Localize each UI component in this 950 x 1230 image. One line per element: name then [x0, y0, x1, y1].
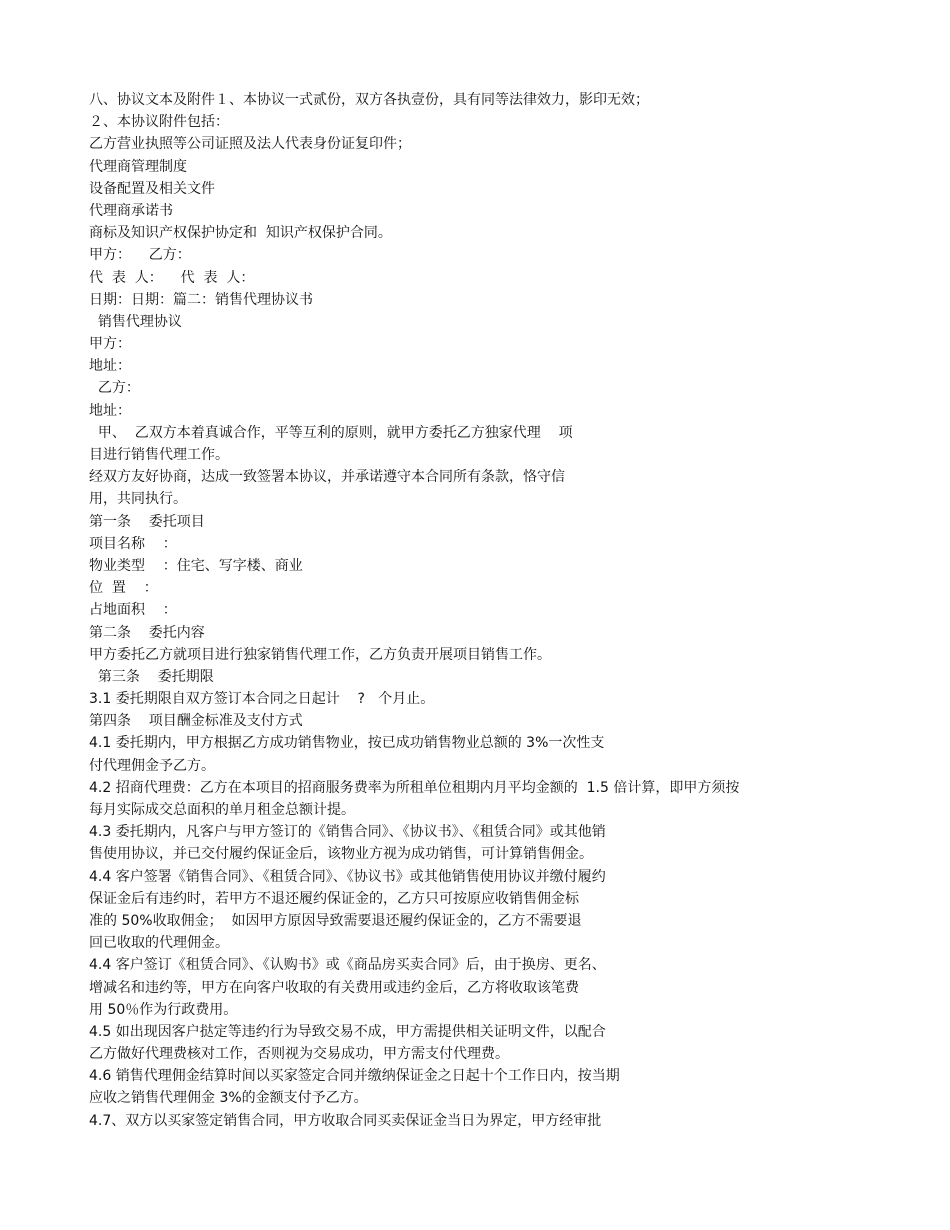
text-line: 第二条 委托内容	[89, 624, 205, 641]
text-line: 4.5 如出现因客户挞定等违约行为导致交易不成，甲方需提供相关证明文件，以配合	[89, 1023, 606, 1040]
text-line: 准的 50%收取佣金； 如因甲方原因导致需要退还履约保证金的，乙方不需要退	[89, 912, 582, 929]
text-line: 4.4 客户签署《销售合同》、《租赁合同》、《协议书》或其他销售使用协议并缴付履约	[89, 868, 606, 885]
text-line: 乙方做好代理费核对工作，否则视为交易成功，甲方需支付代理费。	[89, 1046, 509, 1063]
text-line: 物业类型 ：住宅、写字楼、商业	[89, 557, 303, 574]
text-line: 售使用协议，并已交付履约保证金后，该物业方视为成功销售，可计算销售佣金。	[89, 846, 593, 863]
text-line: 4.2 招商代理费：乙方在本项目的招商服务费率为所租单位租期内月平均金额的 1.5 倍计算，即甲方须按	[89, 779, 740, 796]
text-line: 乙方：	[89, 380, 140, 397]
text-line: 甲、 乙双方本着真诚合作，平等互利的原则，就甲方委托乙方独家代理 项	[89, 424, 573, 441]
text-line: 位 置 ：	[89, 580, 158, 597]
document-body	[89, 89, 869, 1132]
text-line: 代理商承诺书	[89, 202, 173, 219]
text-line: 4.7、双方以买家签定销售合同，甲方收取合同买卖保证金当日为界定，甲方经审批	[89, 1112, 602, 1129]
text-line: 4.4 客户签订《租赁合同》、《认购书》或《商品房买卖合同》后，由于换房、更名、	[89, 957, 606, 974]
text-line: 3.1 委托期限自双方签订本合同之日起计 ? 个月止。	[89, 691, 435, 708]
text-line: 用，共同执行。	[89, 491, 187, 508]
text-line: 商标及知识产权保护协定和 知识产权保护合同。	[89, 225, 392, 242]
text-line: 目进行销售代理工作。	[89, 447, 229, 463]
text-line: 地址：	[89, 402, 131, 419]
text-line: 占地面积 ：	[89, 602, 177, 619]
text-line: 第四条 项目酬金标准及支付方式	[89, 713, 303, 730]
text-line: 经双方友好协商，达成一致签署本协议，并承诺遵守本合同所有条款，恪守信	[89, 469, 565, 486]
text-line: 每月实际成交总面积的单月租金总额计提。	[89, 802, 355, 818]
text-line: 付代理佣金予乙方。	[89, 757, 215, 774]
text-line: 回已收取的代理佣金。	[89, 935, 229, 952]
text-line: 乙方营业执照等公司证照及法人代表身份证复印件；	[89, 136, 411, 153]
text-line: 保证金后有违约时，若甲方不退还履约保证金的，乙方只可按原应收销售佣金标	[89, 890, 579, 907]
text-line: 4.6 销售代理佣金结算时间以买家签定合同并缴纳保证金之日起十个工作日内，按当期	[89, 1068, 620, 1085]
text-line: 第一条 委托项目	[89, 513, 205, 530]
text-line: 增减名和违约等，甲方在向客户收取的有关费用或违约金后，乙方将收取该笔费	[89, 979, 579, 996]
text-line: 用 50％作为行政费用。	[89, 1001, 238, 1018]
text-line: 第三条 委托期限	[89, 668, 214, 685]
text-line: 设备配置及相关文件	[89, 180, 215, 197]
text-line: 代 表 人： 代 表 人：	[89, 269, 255, 286]
text-line: 4.3 委托期内，凡客户与甲方签订的《销售合同》、《协议书》、《租赁合同》或其他销	[89, 824, 606, 841]
text-line: 日期：日期：篇二：销售代理协议书	[89, 291, 313, 308]
text-line: 代理商管理制度	[89, 158, 187, 175]
text-line: 甲方： 乙方：	[89, 247, 191, 264]
text-line: 甲方委托乙方就项目进行独家销售代理工作，乙方负责开展项目销售工作。	[89, 646, 551, 663]
text-line: 销售代理协议	[89, 313, 182, 330]
text-line: ２、本协议附件包括：	[89, 114, 229, 131]
text-line: 4.1 委托期内，甲方根据乙方成功销售物业，按已成功销售物业总额的 3%一次性支	[89, 735, 605, 752]
text-line: 八、协议文本及附件１、本协议一式贰份，双方各执壹份，具有同等法律效力，影印无效；	[89, 92, 649, 108]
text-line: 甲方：	[89, 336, 131, 353]
text-line: 应收之销售代理佣金 3%的金额支付予乙方。	[89, 1090, 368, 1107]
text-line: 地址：	[89, 358, 131, 375]
text-line: 项目名称 ：	[89, 535, 177, 552]
